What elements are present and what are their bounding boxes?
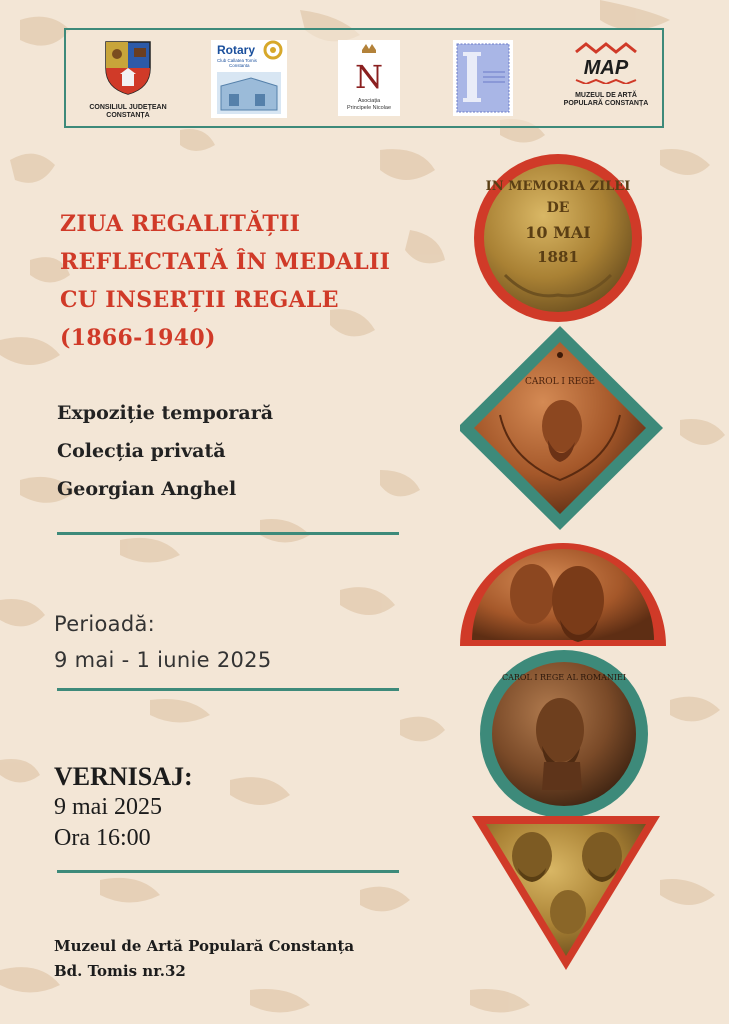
divider-line <box>57 688 399 691</box>
period-dates: 9 mai - 1 iunie 2025 <box>54 648 272 672</box>
filatelie-logo <box>451 40 515 120</box>
muzeul-arta-populara-logo <box>551 42 661 108</box>
subtitle-line: Colecția privată <box>57 440 226 462</box>
period-label: Perioadă: <box>54 612 155 636</box>
letter-n: N <box>355 58 383 96</box>
medal-3 <box>460 543 666 646</box>
title-line: ZIUA REGALITĂȚII <box>60 211 301 237</box>
stamp-column-icon <box>453 40 513 116</box>
venue-name: Muzeul de Artă Populară Constanța <box>54 937 355 955</box>
medal-4 <box>480 650 648 818</box>
map-text: MAP <box>583 57 629 79</box>
svg-text:Constanta: Constanta <box>229 63 250 68</box>
medal-1-text: IN MEMORIA ZILEI <box>485 179 631 194</box>
divider-line <box>57 532 399 535</box>
exhibition-subtitle <box>57 394 273 508</box>
svg-text:Principele Nicolae: Principele Nicolae <box>346 105 392 111</box>
vernisaj-label: VERNISAJ: <box>54 762 193 791</box>
consiliul-judetean-logo <box>68 38 188 120</box>
principele-nicolae-emblem-icon <box>338 40 400 116</box>
medal-2-text: CAROL I REGE <box>525 377 595 387</box>
venue-street: Bd. Tomis nr.32 <box>54 962 186 980</box>
medal-column <box>460 150 670 980</box>
vernisaj-date: 9 mai 2025 <box>54 794 162 820</box>
muzeul-caption: MUZEUL DE ARTĂ POPULARĂ CONSTANȚA <box>563 92 649 107</box>
medal-1 <box>474 154 642 322</box>
medal-5 <box>472 816 660 970</box>
medal-1-text: 1881 <box>537 248 579 266</box>
medal-4-text: CAROL I REGE AL ROMANIEI <box>501 673 627 682</box>
asociatia-principele-nicolae-logo <box>336 40 402 120</box>
title-line: CU INSERȚII REGALE <box>60 287 339 313</box>
medal-1-text: DE <box>546 200 570 216</box>
subtitle-line: Georgian Anghel <box>57 478 237 500</box>
consiliul-judetean-caption: CONSILIUL JUDEȚEAN CONSTANȚA <box>89 104 167 119</box>
medal-1-text: 10 MAI <box>525 223 591 242</box>
svg-text:Asociația: Asociația <box>357 98 381 104</box>
rotary-logo <box>209 40 289 122</box>
map-emblem-icon <box>566 42 646 84</box>
subtitle-line: Expoziție temporară <box>57 402 274 424</box>
title-line: (1866-1940) <box>60 325 216 351</box>
title-line: REFLECTATĂ ÎN MEDALII <box>60 249 391 275</box>
vernisaj-time: Ora 16:00 <box>54 825 151 851</box>
venue-address <box>54 934 354 984</box>
coat-of-arms-icon <box>102 38 154 96</box>
svg-text:Club Callatea Tomis: Club Callatea Tomis <box>217 58 257 63</box>
medal-2 <box>460 326 663 530</box>
sponsor-logo-bar <box>64 28 664 128</box>
exhibition-title <box>60 205 460 357</box>
divider-line <box>57 870 399 873</box>
rotary-emblem-icon <box>211 40 287 118</box>
rotary-text: Rotary <box>217 43 256 57</box>
